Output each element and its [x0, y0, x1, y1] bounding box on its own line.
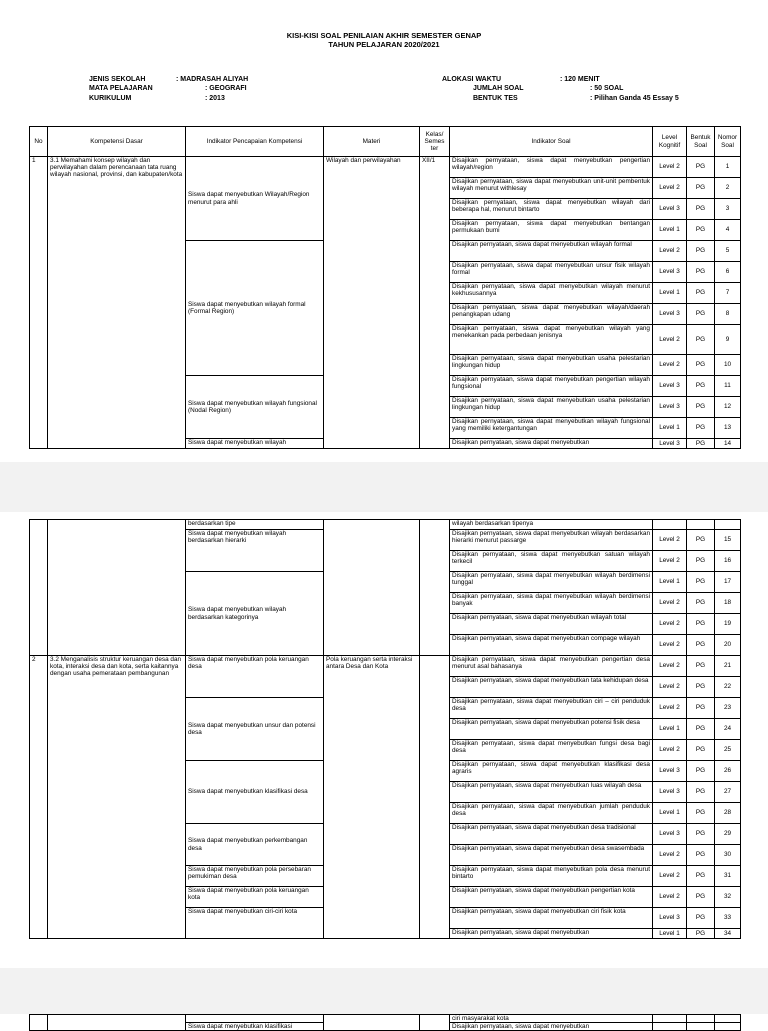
- cell-indikator-soal: Disajikan pernyataan, siswa dapat menyebutkan wilayah/daerah penangkapan udang: [450, 304, 653, 325]
- cell-bentuk: PG: [687, 887, 715, 908]
- meta-value-jenis-sekolah: : MADRASAH ALIYAH: [176, 76, 249, 83]
- cell-ipk: Siswa dapat menyebutkan ciri-ciri kota: [186, 908, 324, 939]
- cell-no: [30, 520, 48, 656]
- col-header-nomor: Nomor Soal: [715, 127, 741, 157]
- cell-level: Level 3: [653, 439, 687, 449]
- cell-level: Level 1: [653, 283, 687, 304]
- cell-level: Level 2: [653, 845, 687, 866]
- cell-ipk: Siswa dapat menyebutkan perkembangan desa: [186, 824, 324, 866]
- cell-indikator-soal: Disajikan pernyataan, siswa dapat menyebutkan wilayah berdimensi tunggal: [450, 572, 653, 593]
- cell-level: Level 2: [653, 355, 687, 376]
- cell-materi: Wilayah dan perwilayahan: [324, 157, 420, 449]
- doc-subtitle: TAHUN PELAJARAN 2020/2021: [328, 40, 440, 49]
- cell-nomor: 2: [715, 178, 741, 199]
- cell-nomor: 26: [715, 761, 741, 782]
- cell-level: Level 1: [653, 929, 687, 939]
- cell-bentuk: PG: [687, 220, 715, 241]
- cell-bentuk: PG: [687, 241, 715, 262]
- cell-nomor: 1: [715, 157, 741, 178]
- cell-bentuk: PG: [687, 376, 715, 397]
- meta-value-alokasi-waktu: : 120 MENIT: [560, 76, 600, 83]
- cell-bentuk: PG: [687, 824, 715, 845]
- cell-bentuk: [687, 520, 715, 530]
- cell-level: Level 2: [653, 178, 687, 199]
- cell-level: Level 1: [653, 418, 687, 439]
- cell-ipk: Siswa dapat menyebutkan wilayah berdasarkan kategorinya: [186, 572, 324, 656]
- cell-ipk: Siswa dapat menyebutkan wilayah berdasarkan hierarki: [186, 530, 324, 572]
- cell-indikator-soal: wilayah berdasarkan tipenya: [450, 520, 653, 530]
- cell-kd: [48, 1015, 186, 1031]
- meta-label-jumlah-soal: JUMLAH SOAL: [473, 85, 524, 92]
- cell-bentuk: PG: [687, 614, 715, 635]
- cell-bentuk: [687, 1015, 715, 1023]
- cell-ipk: Siswa dapat menyebutkan pola keruangan desa: [186, 656, 324, 698]
- page-gap: [0, 462, 768, 512]
- cell-ipk: Siswa dapat menyebutkan pola keruangan kota: [186, 887, 324, 908]
- cell-level: Level 3: [653, 761, 687, 782]
- cell-bentuk: PG: [687, 866, 715, 887]
- cell-level: Level 2: [653, 157, 687, 178]
- cell-indikator-soal: Disajikan pernyataan, siswa dapat menyebutkan usaha pelestarian lingkungan hidup: [450, 355, 653, 376]
- cell-level: Level 2: [653, 698, 687, 719]
- cell-indikator-soal: Disajikan pernyataan, siswa dapat menyebutkan wilayah total: [450, 614, 653, 635]
- cell-indikator-soal: Disajikan pernyataan, siswa dapat menyebutkan wilayah dari beberapa hal, menurut bintarto: [450, 199, 653, 220]
- cell-indikator-soal: Disajikan pernyataan, siswa dapat menyebutkan pengertian wilayah/region: [450, 157, 653, 178]
- cell-bentuk: PG: [687, 698, 715, 719]
- cell-bentuk: PG: [687, 551, 715, 572]
- cell-bentuk: PG: [687, 304, 715, 325]
- cell-nomor: 3: [715, 199, 741, 220]
- cell-bentuk: PG: [687, 593, 715, 614]
- cell-indikator-soal: Disajikan pernyataan, siswa dapat menyebutkan jumlah penduduk desa: [450, 803, 653, 824]
- cell-level: Level 2: [653, 530, 687, 551]
- cell-indikator-soal: Disajikan pernyataan, siswa dapat menyebutkan: [450, 1023, 653, 1031]
- cell-materi: [324, 1015, 420, 1031]
- cell-kelas: [420, 1015, 450, 1031]
- cell-ipk: Siswa dapat menyebutkan wilayah: [186, 439, 324, 449]
- cell-ipk: Siswa dapat menyebutkan unsur dan potensi desa: [186, 698, 324, 761]
- col-header-no: No: [30, 127, 48, 157]
- meta-label-alokasi-waktu: ALOKASI WAKTU: [442, 76, 502, 83]
- doc-title: KISI-KISI SOAL PENILAIAN AKHIR SEMESTER GENAP: [286, 31, 482, 40]
- cell-indikator-soal: Disajikan pernyataan, siswa dapat menyebutkan pengertian wilayah fungsional: [450, 376, 653, 397]
- cell-level: Level 3: [653, 782, 687, 803]
- col-header-level: Level Kognitif: [653, 127, 687, 157]
- cell-bentuk: PG: [687, 572, 715, 593]
- cell-nomor: 4: [715, 220, 741, 241]
- cell-nomor: 20: [715, 635, 741, 656]
- cell-level: Level 3: [653, 304, 687, 325]
- cell-nomor: 6: [715, 262, 741, 283]
- meta-label-kurikulum: KURIKULUM: [89, 95, 132, 102]
- cell-indikator-soal: Disajikan pernyataan, siswa dapat menyebutkan desa swasembada: [450, 845, 653, 866]
- cell-kd: 3.1 Memahami konsep wilayah dan perwilayahan dalam perencanaan tata ruang wilayah nasional, provinsi, dan kabupaten/kota: [48, 157, 186, 449]
- cell-nomor: [715, 1015, 741, 1023]
- cell-indikator-soal: Disajikan pernyataan, siswa dapat menyebutkan bentangan permukaan bumi: [450, 220, 653, 241]
- cell-indikator-soal: Disajikan pernyataan, siswa dapat menyebutkan ciri fisik kota: [450, 908, 653, 929]
- cell-indikator-soal: Disajikan pernyataan, siswa dapat menyebutkan wilayah berdasarkan hierarki menurut passarge: [450, 530, 653, 551]
- cell-level: Level 2: [653, 241, 687, 262]
- cell-nomor: 29: [715, 824, 741, 845]
- cell-level: Level 2: [653, 614, 687, 635]
- cell-indikator-soal: Disajikan pernyataan, siswa dapat menyebutkan satuan wilayah terkecil: [450, 551, 653, 572]
- cell-nomor: 28: [715, 803, 741, 824]
- cell-indikator-soal: Disajikan pernyataan, siswa dapat menyebutkan pengertian desa menurut asal bahasanya: [450, 656, 653, 677]
- cell-kelas: XII/1: [420, 157, 450, 449]
- cell-materi: [324, 520, 420, 656]
- meta-value-bentuk-tes: : Pilihan Ganda 45 Essay 5: [590, 95, 679, 102]
- cell-ipk: [186, 1015, 324, 1023]
- meta-label-bentuk-tes: BENTUK TES: [473, 95, 518, 102]
- cell-nomor: 14: [715, 439, 741, 449]
- cell-bentuk: PG: [687, 740, 715, 761]
- cell-level: Level 3: [653, 908, 687, 929]
- cell-nomor: 27: [715, 782, 741, 803]
- cell-nomor: 30: [715, 845, 741, 866]
- cell-indikator-soal: Disajikan pernyataan, siswa dapat menyebutkan wilayah formal: [450, 241, 653, 262]
- cell-nomor: 31: [715, 866, 741, 887]
- cell-nomor: 11: [715, 376, 741, 397]
- cell-kd: 3.2 Menganalisis struktur keruangan desa dan kota, interaksi desa dan kota, serta kaitannya dengan usaha pemerataan pembangunan: [48, 656, 186, 939]
- cell-indikator-soal: Disajikan pernyataan, siswa dapat menyebutkan potensi fisik desa: [450, 719, 653, 740]
- cell-level: Level 2: [653, 866, 687, 887]
- cell-nomor: 12: [715, 397, 741, 418]
- meta-label-mata-pelajaran: MATA PELAJARAN: [89, 85, 153, 92]
- cell-indikator-soal: Disajikan pernyataan, siswa dapat menyebutkan: [450, 929, 653, 939]
- cell-kelas: [420, 520, 450, 656]
- cell-level: Level 2: [653, 635, 687, 656]
- cell-level: [653, 1015, 687, 1023]
- cell-level: Level 3: [653, 376, 687, 397]
- cell-indikator-soal: Disajikan pernyataan, siswa dapat menyebutkan usaha pelestarian lingkungan hidup: [450, 397, 653, 418]
- cell-nomor: 21: [715, 656, 741, 677]
- cell-nomor: 8: [715, 304, 741, 325]
- cell-ipk: Siswa dapat menyebutkan klasifikasi desa: [186, 761, 324, 824]
- cell-bentuk: PG: [687, 530, 715, 551]
- cell-level: Level 1: [653, 719, 687, 740]
- cell-no: 1: [30, 157, 48, 449]
- cell-indikator-soal: Disajikan pernyataan, siswa dapat menyebutkan ciri – ciri penduduk desa: [450, 698, 653, 719]
- cell-bentuk: PG: [687, 719, 715, 740]
- cell-bentuk: PG: [687, 845, 715, 866]
- cell-bentuk: PG: [687, 656, 715, 677]
- cell-nomor: 33: [715, 908, 741, 929]
- cell-indikator-soal: Disajikan pernyataan, siswa dapat menyebutkan compage wilayah: [450, 635, 653, 656]
- cell-nomor: 5: [715, 241, 741, 262]
- cell-kelas: [420, 656, 450, 939]
- cell-nomor: 25: [715, 740, 741, 761]
- page-gap: [0, 968, 768, 1014]
- cell-indikator-soal: Disajikan pernyataan, siswa dapat menyebutkan wilayah fungsional yang memiliki ketergantungan: [450, 418, 653, 439]
- cell-bentuk: PG: [687, 199, 715, 220]
- table-row: [30, 656, 741, 677]
- cell-nomor: 10: [715, 355, 741, 376]
- kisi-kisi-table-page-1: [29, 126, 741, 449]
- cell-ipk: Siswa dapat menyebutkan wilayah formal (Formal Region): [186, 241, 324, 376]
- col-header-ipk: Indikator Pencapaian Kompetensi: [186, 127, 324, 157]
- meta-value-kurikulum: : 2013: [205, 95, 225, 102]
- cell-bentuk: PG: [687, 325, 715, 355]
- col-header-kd: Kompetensi Dasar: [48, 127, 186, 157]
- cell-bentuk: PG: [687, 677, 715, 698]
- cell-nomor: 22: [715, 677, 741, 698]
- cell-nomor: 24: [715, 719, 741, 740]
- cell-nomor: 23: [715, 698, 741, 719]
- cell-indikator-soal: Disajikan pernyataan, siswa dapat menyebutkan unit-unit pembentuk wilayah menurut withlesay: [450, 178, 653, 199]
- cell-indikator-soal: Disajikan pernyataan, siswa dapat menyebutkan pola desa menurut bintarto: [450, 866, 653, 887]
- cell-nomor: 7: [715, 283, 741, 304]
- cell-level: Level 3: [653, 397, 687, 418]
- cell-bentuk: PG: [687, 929, 715, 939]
- cell-ipk: berdasarkan tipe: [186, 520, 324, 530]
- cell-nomor: [715, 520, 741, 530]
- col-header-bentuk: Bentuk Soal: [687, 127, 715, 157]
- cell-level: Level 2: [653, 740, 687, 761]
- table-row: [30, 1015, 741, 1023]
- cell-materi: Pola keruangan serta interaksi antara Desa dan Kota: [324, 656, 420, 939]
- cell-nomor: 18: [715, 593, 741, 614]
- cell-level: Level 2: [653, 325, 687, 355]
- meta-value-mata-pelajaran: : GEOGRAFI: [205, 85, 247, 92]
- cell-indikator-soal: Disajikan pernyataan, siswa dapat menyebutkan fungsi desa bagi desa: [450, 740, 653, 761]
- cell-ipk: Siswa dapat menyebutkan klasifikasi: [186, 1023, 324, 1031]
- cell-nomor: 19: [715, 614, 741, 635]
- cell-indikator-soal: Disajikan pernyataan, siswa dapat menyebutkan desa tradisional: [450, 824, 653, 845]
- cell-bentuk: PG: [687, 635, 715, 656]
- cell-nomor: 32: [715, 887, 741, 908]
- cell-nomor: 15: [715, 530, 741, 551]
- cell-level: [653, 520, 687, 530]
- cell-bentuk: PG: [687, 782, 715, 803]
- cell-level: Level 1: [653, 572, 687, 593]
- cell-bentuk: PG: [687, 761, 715, 782]
- cell-level: Level 2: [653, 677, 687, 698]
- col-header-kelas: Kelas/ Semes ter: [420, 127, 450, 157]
- cell-ipk: Siswa dapat menyebutkan pola persebaran pemukiman desa: [186, 866, 324, 887]
- cell-level: Level 2: [653, 656, 687, 677]
- col-header-materi: Materi: [324, 127, 420, 157]
- table-row: [30, 520, 741, 530]
- cell-indikator-soal: Disajikan pernyataan, siswa dapat menyebutkan wilayah menurut kekhususannya: [450, 283, 653, 304]
- cell-nomor: 16: [715, 551, 741, 572]
- meta-label-jenis-sekolah: JENIS SEKOLAH: [89, 76, 146, 83]
- table-row: [30, 157, 741, 178]
- col-header-indikator-soal: Indikator Soal: [450, 127, 653, 157]
- cell-ipk: Siswa dapat menyebutkan Wilayah/Region menurut para ahli: [186, 157, 324, 241]
- cell-kd: [48, 520, 186, 656]
- cell-indikator-soal: Disajikan pernyataan, siswa dapat menyebutkan wilayah yang menekankan pada perbedaan jenisnya: [450, 325, 653, 355]
- kisi-kisi-table-page-2: [29, 519, 741, 939]
- kisi-kisi-table-page-3: [29, 1014, 741, 1031]
- cell-bentuk: PG: [687, 178, 715, 199]
- cell-indikator-soal: Disajikan pernyataan, siswa dapat menyebutkan: [450, 439, 653, 449]
- cell-indikator-soal: Disajikan pernyataan, siswa dapat menyebutkan wilayah berdimensi banyak: [450, 593, 653, 614]
- cell-level: Level 3: [653, 262, 687, 283]
- cell-bentuk: PG: [687, 418, 715, 439]
- cell-bentuk: PG: [687, 803, 715, 824]
- cell-nomor: 17: [715, 572, 741, 593]
- cell-ipk: Siswa dapat menyebutkan wilayah fungsional (Nodal Region): [186, 376, 324, 439]
- cell-level: Level 1: [653, 803, 687, 824]
- cell-nomor: 9: [715, 325, 741, 355]
- cell-no: [30, 1015, 48, 1031]
- cell-indikator-soal: Disajikan pernyataan, siswa dapat menyebutkan unsur fisik wilayah formal: [450, 262, 653, 283]
- cell-bentuk: PG: [687, 355, 715, 376]
- cell-bentuk: PG: [687, 439, 715, 449]
- cell-indikator-soal: ciri masyarakat kota: [450, 1015, 653, 1023]
- cell-nomor: 34: [715, 929, 741, 939]
- cell-indikator-soal: Disajikan pernyataan, siswa dapat menyebutkan luas wilayah desa: [450, 782, 653, 803]
- cell-level: Level 2: [653, 887, 687, 908]
- cell-indikator-soal: Disajikan pernyataan, siswa dapat menyebutkan tata kehidupan desa: [450, 677, 653, 698]
- cell-level: Level 3: [653, 824, 687, 845]
- cell-bentuk: PG: [687, 157, 715, 178]
- cell-level: Level 2: [653, 551, 687, 572]
- cell-indikator-soal: Disajikan pernyataan, siswa dapat menyebutkan klasifikasi desa agraris: [450, 761, 653, 782]
- cell-bentuk: PG: [687, 283, 715, 304]
- cell-indikator-soal: Disajikan pernyataan, siswa dapat menyebutkan pengertian kota: [450, 887, 653, 908]
- cell-level: Level 2: [653, 593, 687, 614]
- cell-level: Level 1: [653, 220, 687, 241]
- cell-level: Level 3: [653, 199, 687, 220]
- cell-no: 2: [30, 656, 48, 939]
- meta-value-jumlah-soal: : 50 SOAL: [590, 85, 624, 92]
- cell-bentuk: PG: [687, 908, 715, 929]
- cell-nomor: 13: [715, 418, 741, 439]
- cell-bentuk: PG: [687, 397, 715, 418]
- cell-bentuk: PG: [687, 262, 715, 283]
